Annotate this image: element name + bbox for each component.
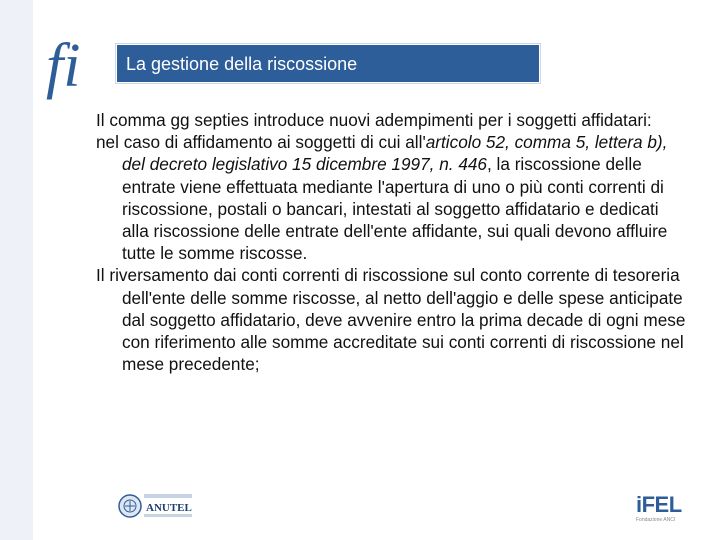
slide-body bbox=[96, 109, 686, 375]
law-reference: articolo 52, comma 5, lettera b), del decreto legislativo 15 dicembre 1997, n. 446 bbox=[122, 132, 668, 175]
title-bar bbox=[116, 44, 540, 83]
anutel-logo bbox=[116, 491, 194, 521]
paragraph-riversamento: Il riversamento dai conti correnti di riscossione sul conto corrente di tesoreria dell'ente delle somme riscosse, al netto dell'aggio e delle spese anticipate dal soggetto affidatario, deve avvenire entro la prima decade di ogni mese con riferimento alle somme accreditate sui conti correnti di riscossione nel mese precedente; bbox=[96, 265, 686, 375]
left-decorative-band bbox=[0, 0, 33, 540]
paragraph-affidamento-start: nel caso di affidamento ai soggetti di cui all' bbox=[96, 132, 426, 153]
anutel-logo-text: ANUTEL bbox=[146, 502, 192, 514]
slide-title: La gestione della riscossione bbox=[126, 54, 358, 74]
paragraph-affidamento bbox=[96, 131, 686, 264]
paragraph-intro: Il comma gg septies introduce nuovi adempimenti per i soggetti affidatari: bbox=[96, 110, 652, 130]
fi-brand-logo bbox=[44, 30, 104, 102]
paragraph-affidamento-end: , la riscossione delle entrate viene effettuata mediante l'apertura di uno o più conti correnti di riscossione, postali o bancari, intestati al soggetto affidatario e dedicati alla riscossione delle entrate dell'ente affidante, sui quali devono affluire tutte le somme riscosse. bbox=[122, 154, 668, 264]
ifel-logo-subtext: Fondazione ANCI bbox=[636, 517, 676, 523]
ifel-logo-text: iFEL bbox=[636, 492, 682, 517]
ifel-logo bbox=[634, 493, 688, 523]
fi-logo-text: fi bbox=[46, 32, 81, 100]
